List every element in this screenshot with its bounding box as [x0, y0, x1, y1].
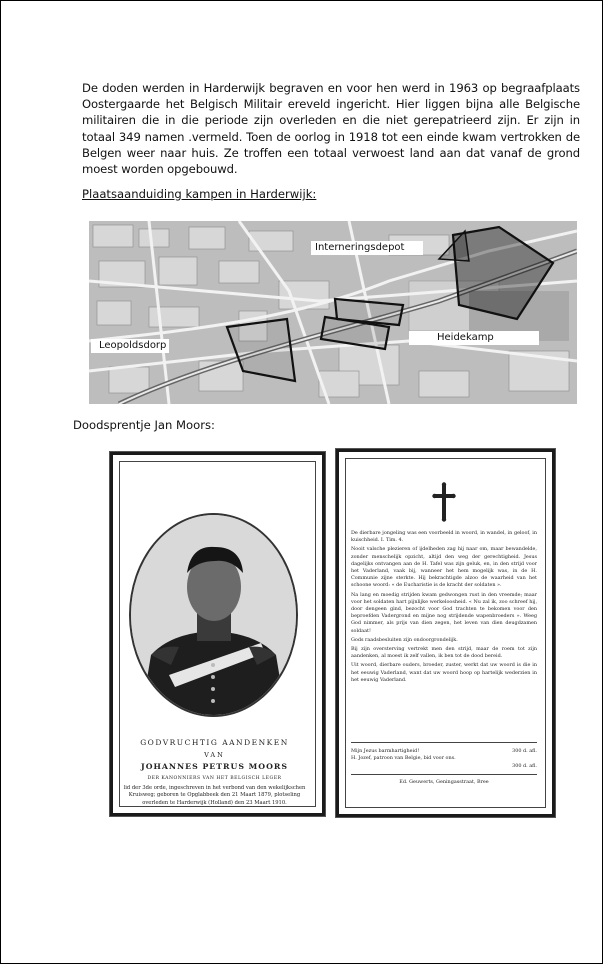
map-image	[89, 221, 577, 404]
cross-icon	[432, 482, 456, 522]
label-leopoldsdorp: Leopoldsdorp	[91, 339, 169, 353]
military-rank: DER KANONNIERS VAN HET BELGISCH LEGER	[147, 776, 282, 781]
card-title: GODVRUCHTIG AANDENKEN	[140, 738, 289, 747]
prayer-1-indulgence: 300 d. afl.	[512, 748, 537, 754]
mourning-card-back	[336, 449, 555, 817]
mourning-card-front	[110, 452, 325, 816]
label-heidekamp: Heidekamp	[409, 331, 539, 345]
eulogy-p6: Uit woord, dierbare ouders, broeder, zuster, werkt dat uw woord is die in het eeuwig Vaderland, want dat uw woord hoop op hartelijk wederzien in het eeuwig Vaderland.	[351, 662, 537, 683]
prayer-2-indulgence: 300 d. afl.	[512, 762, 537, 769]
prayer-1: Mijn Jezus barmhartigheid!	[351, 748, 420, 754]
deceased-name: JOHANNES PETRUS MOORS	[141, 762, 288, 771]
eulogy-text	[351, 530, 537, 686]
map-heading: Plaatsaanduiding kampen in Harderwijk:	[82, 187, 317, 201]
label-interneringsdepot: Interneringsdepot	[311, 241, 423, 255]
divider	[351, 774, 537, 775]
prayer-2: H. Jozef, patroon van Belgie, bid voor ons.	[351, 755, 456, 762]
eulogy-p1: De dierbare jongeling was een voorbeeld in woord, in wandel, in geloof, in kuischheid. I. Tim. 4.	[351, 530, 537, 544]
prayers	[351, 748, 537, 770]
eulogy-p3: Na lang en moedig strijden kwam gedwongen rust in den vreemde; maar voor het soldaten hart pijnlijke werkeloosheid. « Nu zal ik, zoo schreef hij, door dengeen gind, bezocht voor God trachten te bekomen voor den beproefden Vadergrond en mijne nog strijdende wapenbroeders ». Weeg God nimmer, als prijs van dien zegen, het leven van dien deugdzamen soldaat!	[351, 591, 537, 634]
eulogy-p2: Nooit valsche plezieren of ijdelheden zag hij naar om, maar bewandelde, zonder menschelijk opzicht, altijd den weg der gerechtigheid. Jesus dagelijks ontvangen aan de H. Tafel was zijn geluk, en, in den strijd voor het Vaderland, vaak bij, wanneer het hem mogelijk was, in de H. Communie zijne sterkte. Hij bekrachtigde alzoo de waarheid van het schoone woord: « de Eucharistie is de kracht der soldaten ».	[351, 546, 537, 589]
biography-text: lid der 3de orde, ingeschreven in het verbond van den wekelijkschen Kruisweg; geboren te Opglabbeek den 21 Maart 1879, plotseling overleden te Harderwijk (Holland) den 23 Maart 1910.	[123, 785, 306, 806]
card-heading: Doodsprentje Jan Moors:	[73, 418, 215, 432]
intro-paragraph: De doden werden in Harderwijk begraven en voor hen werd in 1963 op begraafplaats Oostergaarde het Belgisch Militair ereveld ingericht. Hier liggen bijna alle Belgische militairen die in die periode zijn overleden en die niet gerepatrieerd zijn. Er zijn in totaal 349 namen .vermeld. Toen de oorlog in 1918 tot een einde kwam vertrokken de Belgen weer naar huis. Ze troffen een totaal verwoest land aan dat vanaf de grond moest worden opgebouwd.	[82, 81, 580, 177]
portrait-photo	[129, 513, 298, 717]
divider	[351, 742, 537, 743]
soldier-portrait	[131, 515, 296, 715]
card-van: VAN	[204, 751, 225, 759]
eulogy-p4: Gods raadsbesluiten zijn ondoorgrondelijk.	[351, 636, 458, 643]
eulogy-p5: Bij zijn oversterving vertrekt men den strijd, maar de roem tot zijn aandenken, al moest ik zelf vallen, ik ben tot de dood bereid.	[351, 646, 537, 660]
printer-line: Ed. Geuwerts, Geningasstraat, Bree	[399, 779, 489, 785]
